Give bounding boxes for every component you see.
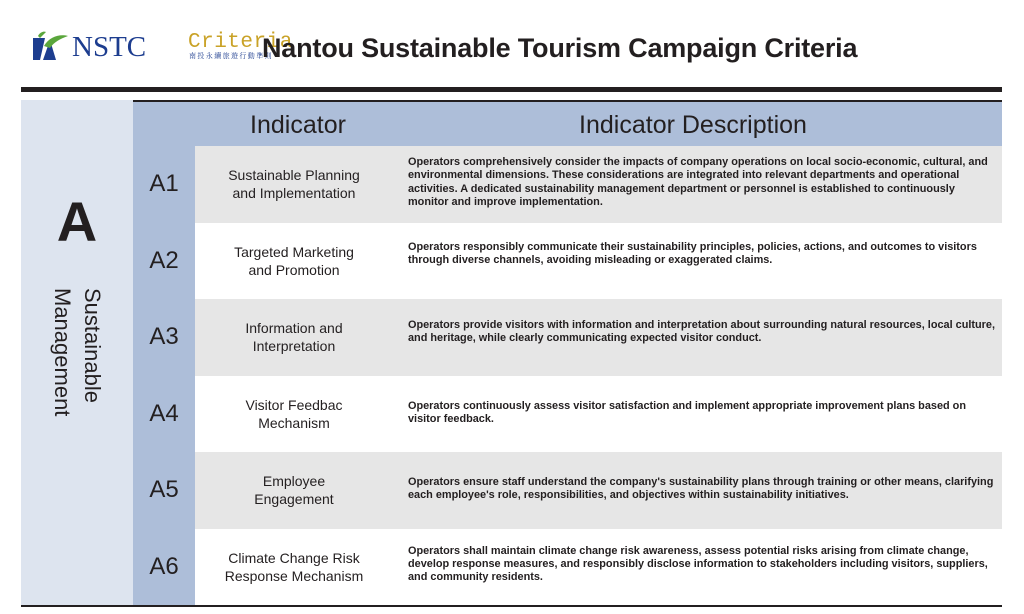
indicator-name-line1: Targeted Marketing bbox=[234, 243, 354, 260]
logo-tagline: Criteria bbox=[188, 31, 293, 54]
indicator-name-line1: Sustainable Planning bbox=[228, 167, 360, 184]
page-header bbox=[0, 0, 1024, 88]
indicator-code: A1 bbox=[133, 146, 195, 223]
section-label: Sustainable Management bbox=[50, 288, 105, 417]
indicator-code: A2 bbox=[133, 223, 195, 300]
table-body bbox=[133, 146, 1002, 605]
indicator-name bbox=[195, 452, 393, 529]
row-body bbox=[195, 299, 1002, 376]
criteria-table bbox=[21, 100, 1002, 605]
indicator-name bbox=[195, 223, 393, 300]
table-row bbox=[133, 223, 1002, 300]
indicator-description: Operators shall maintain climate change risk awareness, assess potential risks arising from climate change, develop response measures, and responsibly disclose information to stakeholders including visitors, suppliers, and community residents. bbox=[408, 544, 988, 584]
bottom-divider bbox=[21, 605, 1002, 607]
indicator-description: Operators comprehensively consider the impacts of company operations on local socio-economic, cultural, and environmental dimensions. These considerations are integrated into relevant departments and operational activities. A dedicated sustainability management department or personnel is established to continuously monitor and improve implementation. bbox=[408, 156, 988, 209]
nstc-logo-mark-icon bbox=[30, 30, 70, 64]
indicator-description: Operators continuously assess visitor satisfaction and implement appropriate improvement plans based on visitor feedback. bbox=[408, 399, 966, 425]
table-row bbox=[133, 299, 1002, 376]
nstc-logo bbox=[30, 30, 293, 66]
indicator-name-line2: Engagement bbox=[254, 491, 334, 508]
top-divider bbox=[21, 87, 1002, 92]
row-body bbox=[195, 223, 1002, 300]
indicator-name-line2: Mechanism bbox=[258, 414, 330, 431]
indicator-name-line1: Information and bbox=[245, 320, 343, 337]
table-row bbox=[133, 376, 1002, 453]
table-row bbox=[133, 529, 1002, 606]
indicator-code: A5 bbox=[133, 452, 195, 529]
table-row bbox=[133, 146, 1002, 223]
indicator-name-line1: Climate Change Risk bbox=[228, 549, 360, 566]
indicator-description: Operators provide visitors with information and interpretation about surrounding natural resources, local culture, and heritage, while clearly communicating expected visitor conduct. bbox=[408, 319, 995, 345]
indicator-code: A3 bbox=[133, 299, 195, 376]
indicator-name-line2: and Promotion bbox=[248, 261, 340, 278]
section-letter: A bbox=[56, 190, 98, 253]
indicator-name-line1: Visitor Feedbac bbox=[245, 396, 343, 413]
indicator-name-line2: and Implementation bbox=[232, 185, 356, 202]
page-title: Nantou Sustainable Tourism Campaign Criteria bbox=[262, 33, 858, 63]
row-body bbox=[195, 146, 1002, 223]
indicator-name bbox=[195, 376, 393, 453]
indicator-name bbox=[195, 299, 393, 376]
indicator-name bbox=[195, 529, 393, 606]
indicator-name bbox=[195, 146, 393, 223]
column-header-indicator: Indicator bbox=[250, 111, 346, 139]
indicator-code: A6 bbox=[133, 529, 195, 606]
logo-subtitle: 南投永續旅遊行動準則 bbox=[189, 53, 273, 60]
indicator-name-line2: Response Mechanism bbox=[224, 567, 364, 584]
row-body bbox=[195, 376, 1002, 453]
indicator-name-line2: Interpretation bbox=[252, 338, 336, 355]
indicator-name-line1: Employee bbox=[262, 473, 326, 490]
logo-wordmark: NSTC bbox=[72, 31, 147, 63]
table-row bbox=[133, 452, 1002, 529]
row-body bbox=[195, 452, 1002, 529]
indicator-code: A4 bbox=[133, 376, 195, 453]
indicator-description: Operators responsibly communicate their sustainability principles, policies, actions, and outcomes to visitors through diverse channels, avoiding misleading or exaggerated claims. bbox=[408, 240, 977, 266]
indicator-description: Operators ensure staff understand the company's sustainability plans through training or other means, clarifying each employee's role, responsibilities, and objectives within sustainability initiatives. bbox=[408, 476, 994, 502]
row-body bbox=[195, 529, 1002, 606]
column-header-description: Indicator Description bbox=[579, 111, 807, 139]
table-header-row bbox=[133, 100, 1002, 146]
section-panel bbox=[21, 100, 133, 605]
